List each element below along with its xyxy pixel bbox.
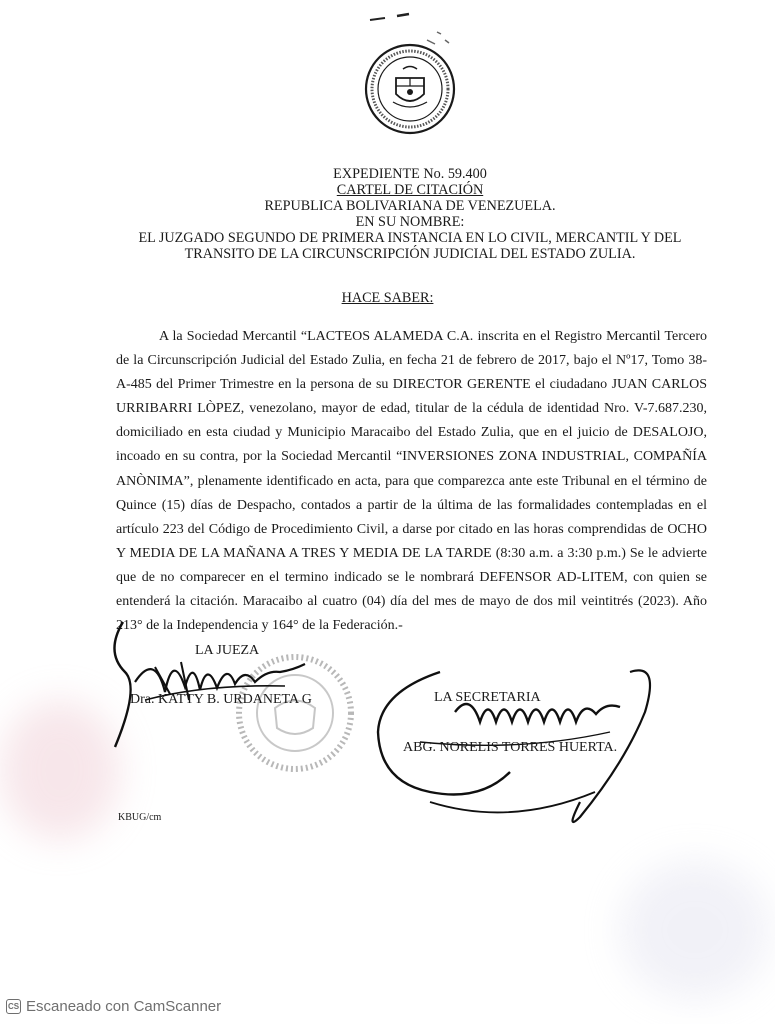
camscanner-icon: CS — [6, 999, 21, 1014]
en-su-nombre-line: EN SU NOMBRE: — [355, 214, 465, 230]
jueza-name: Dra. KATTY B. URDANETA G — [130, 692, 312, 707]
juzgado-line-2: TRANSITO DE LA CIRCUNSCRIPCIÓN JUDICIAL DEL ESTADO ZULIA. — [184, 246, 636, 262]
expediente-number: EXPEDIENTE No. 59.400 — [333, 166, 487, 182]
secretaria-title: LA SECRETARIA — [434, 690, 541, 705]
citation-body-paragraph: A la Sociedad Mercantil “LACTEOS ALAMEDA C.A. inscrita en el Registro Mercantil Tercero de la Circunscripción Judicial del Estado Zulia, en fecha 21 de febrero de 2017, bajo el Nº17, Tomo 38-A-485 del Primer Trimestre en la persona de su DIRECTOR GERENTE el ciudadano JUAN CARLOS URRIBARRI LÒPEZ, venezolano, mayor de edad, titular de la cédula de identidad Nro. V-7.687.230, domiciliado en esta ciudad y Municipio Maracaibo del Estado Zulia, que en el juicio de DESALOJO, incoado en su contra, por la Sociedad Mercantil “INVERSIONES ZONA INDUSTRIAL, COMPAÑÍA ANÒNIMA”, plenamente identificado en acta, para que comparezca ante este Tribunal en el término de Quince (15) días de Despacho, contados a partir de la última de las formalidades contempladas en el artículo 223 del Código de Procedimiento Civil, a darse por citado en las horas comprendidas de OCHO Y MEDIA DE LA MAÑANA A TRES Y MEDIA DE LA TARDE (8:30 a.m. a 3:30 p.m.) Se le advierte que de no comparecer en el termino indicado se le nombrará DEFENSOR AD-LITEM, con quien se entenderá la citación. Maracaibo al cuatro (04) día del mes de mayo de dos mil veintitrés (2023). Año 213° de la Independencia y 164° de la Federación.- — [116, 329, 707, 634]
scanner-watermark — [6, 998, 221, 1015]
scanner-watermark-text: Escaneado con CamScanner — [26, 998, 222, 1015]
court-seal-emblem — [363, 42, 457, 136]
jueza-signature — [95, 612, 310, 752]
document-header — [60, 166, 760, 262]
secretaria-name: ABG. NORELIS TORRES HUERTA. — [403, 740, 618, 755]
jueza-title: LA JUEZA — [195, 643, 260, 658]
paper-stain — [620, 860, 770, 1000]
cartel-title: CARTEL DE CITACIÓN — [336, 182, 484, 198]
republica-line: REPUBLICA BOLIVARIANA DE VENEZUELA. — [264, 198, 556, 214]
typist-initials: KBUG/cm — [118, 812, 162, 823]
hace-saber-heading: HACE SABER: — [341, 290, 434, 306]
juzgado-line-1: EL JUZGADO SEGUNDO DE PRIMERA INSTANCIA EN LO CIVIL, MERCANTIL Y DEL — [138, 230, 682, 246]
